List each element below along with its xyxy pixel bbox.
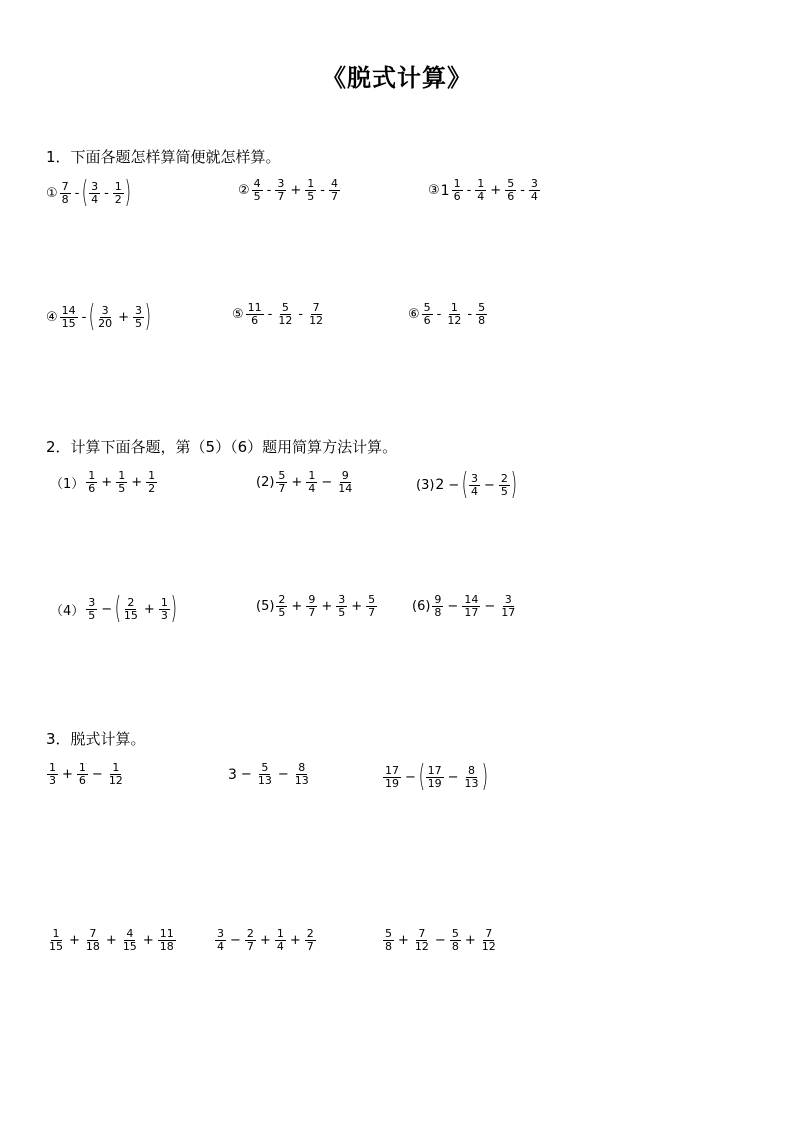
fraction	[158, 928, 176, 953]
fraction-numerator: 5	[278, 469, 286, 482]
fraction-denominator: 4	[477, 190, 485, 203]
problem-label: （1）	[50, 477, 85, 492]
fraction-denominator: 4	[217, 940, 224, 953]
operator: −	[321, 475, 333, 490]
fraction	[275, 928, 286, 953]
operator: -	[467, 307, 473, 322]
operator: −	[447, 599, 459, 614]
fraction-numerator: 2	[127, 595, 135, 609]
fraction-denominator: 4	[530, 190, 538, 203]
fraction-denominator: 6	[507, 190, 515, 203]
fraction-numerator: 4	[330, 177, 338, 190]
operator: +	[290, 183, 302, 198]
fraction-denominator: 7	[246, 940, 254, 953]
fraction	[246, 302, 264, 327]
fraction-denominator: 5	[88, 608, 96, 622]
page-title: 《脱式计算》	[322, 64, 472, 92]
fraction	[245, 928, 256, 953]
fraction-numerator: 5	[385, 927, 392, 940]
fraction	[252, 178, 263, 203]
fraction	[86, 470, 97, 495]
parenthesis: )	[481, 759, 488, 794]
problem-label: ③	[428, 183, 440, 198]
operator: -	[320, 183, 325, 198]
fraction	[84, 928, 102, 953]
parenthesis: )	[170, 591, 177, 626]
fraction-denominator: 13	[257, 774, 272, 787]
problem	[50, 470, 158, 495]
problem	[238, 178, 341, 203]
fraction	[383, 765, 401, 790]
problem	[228, 762, 312, 787]
problem	[382, 928, 499, 953]
fraction-numerator: 1	[118, 469, 126, 482]
operator: −	[483, 477, 495, 493]
fraction-denominator: 17	[464, 606, 479, 619]
fraction-numerator: 5	[281, 301, 289, 314]
fraction-denominator: 5	[338, 606, 346, 619]
fraction	[60, 305, 78, 330]
fraction	[107, 762, 125, 787]
operator: -	[74, 185, 80, 201]
problem-label: ②	[238, 183, 250, 198]
fraction-denominator: 6	[251, 314, 259, 327]
operator: +	[291, 599, 303, 614]
fraction-denominator: 13	[464, 776, 479, 790]
fraction-denominator: 18	[85, 940, 100, 953]
whole-number: 3	[228, 766, 237, 783]
operator: -	[81, 309, 87, 325]
fraction-numerator: 11	[159, 927, 174, 940]
section-1-heading: 1．下面各题怎样算简便就怎样算。	[46, 148, 281, 166]
operator: −	[240, 767, 252, 782]
operator: -	[298, 307, 304, 322]
fraction-numerator: 5	[368, 593, 376, 606]
fraction-numerator: 1	[52, 927, 60, 940]
parenthesis: (	[88, 299, 96, 334]
fraction	[529, 178, 540, 203]
fraction-numerator: 9	[308, 593, 316, 606]
operator: −	[434, 933, 446, 948]
fraction-denominator: 15	[49, 940, 63, 953]
operator: +	[464, 933, 476, 948]
operator: −	[405, 769, 416, 785]
parenthesis: )	[144, 299, 152, 334]
fraction-denominator: 7	[330, 190, 338, 203]
fraction	[463, 765, 481, 790]
fraction	[306, 470, 317, 495]
fraction	[469, 473, 480, 498]
fraction	[422, 302, 433, 327]
fraction-numerator: 3	[504, 593, 512, 606]
operator: +	[490, 183, 502, 198]
fraction-numerator: 1	[450, 301, 458, 314]
fraction-denominator: 17	[501, 606, 516, 619]
fraction-denominator: 8	[434, 606, 442, 619]
fraction	[96, 305, 114, 330]
fraction-numerator: 3	[88, 595, 96, 609]
fraction-numerator: 1	[49, 761, 56, 774]
fraction-numerator: 2	[500, 471, 508, 485]
fraction-denominator: 3	[160, 608, 168, 622]
fraction-denominator: 7	[368, 606, 376, 619]
fraction	[121, 928, 139, 953]
problem-label: (3)	[416, 477, 435, 493]
fraction	[47, 928, 65, 953]
fraction-denominator: 7	[277, 190, 285, 203]
fraction	[413, 928, 431, 953]
fraction-numerator: 3	[530, 177, 538, 190]
fraction-denominator: 19	[427, 776, 442, 790]
fraction-numerator: 7	[89, 927, 97, 940]
fraction-numerator: 8	[468, 763, 476, 777]
operator: +	[291, 475, 303, 490]
fraction	[293, 762, 311, 787]
fraction-numerator: 5	[451, 927, 459, 940]
operator: +	[351, 599, 363, 614]
operator: -	[267, 307, 273, 322]
operator: +	[321, 599, 333, 614]
operator: -	[104, 185, 109, 201]
operator: −	[91, 767, 103, 782]
fraction-denominator: 6	[423, 314, 431, 327]
fraction-denominator: 5	[253, 190, 261, 203]
fraction-denominator: 7	[306, 940, 314, 953]
fraction-denominator: 12	[447, 314, 462, 327]
parenthesis: (	[114, 591, 122, 626]
fraction-numerator: 1	[114, 179, 122, 193]
operator: −	[484, 599, 496, 614]
fraction-numerator: 3	[217, 927, 224, 940]
operator: +	[69, 933, 80, 948]
operator: +	[62, 767, 73, 782]
operator: −	[230, 933, 241, 948]
fraction-denominator: 12	[309, 314, 324, 327]
problem	[46, 928, 177, 953]
whole-number: 2	[435, 477, 445, 493]
fraction-denominator: 4	[308, 482, 316, 495]
fraction	[89, 181, 100, 206]
fraction-numerator: 3	[91, 179, 99, 193]
operator: +	[118, 309, 129, 325]
fraction-numerator: 1	[477, 177, 485, 190]
fraction-numerator: 5	[261, 761, 269, 774]
fraction-numerator: 1	[112, 761, 120, 774]
fraction-denominator: 8	[451, 940, 459, 953]
fraction	[306, 594, 317, 619]
fraction	[462, 594, 480, 619]
fraction	[329, 178, 340, 203]
fraction-numerator: 2	[246, 927, 254, 940]
fraction	[305, 178, 316, 203]
fraction-numerator: 1	[160, 595, 168, 609]
fraction	[452, 178, 463, 203]
operator: +	[101, 475, 113, 490]
fraction-numerator: 1	[88, 469, 96, 482]
fraction	[256, 762, 274, 787]
fraction-denominator: 15	[122, 940, 137, 953]
fraction-numerator: 8	[298, 761, 306, 774]
fraction-numerator: 4	[126, 927, 134, 940]
fraction	[445, 302, 463, 327]
fraction-numerator: 7	[485, 927, 493, 940]
section-2-heading: 2．计算下面各题，第（5）（6）题用简算方法计算。	[46, 438, 398, 456]
fraction-numerator: 3	[134, 303, 142, 317]
operator: −	[447, 769, 459, 785]
fraction-numerator: 3	[470, 471, 478, 485]
fraction-denominator: 8	[478, 314, 486, 327]
operator: -	[266, 183, 272, 198]
fraction-numerator: 3	[338, 593, 346, 606]
fraction	[275, 178, 286, 203]
problem	[412, 594, 518, 619]
fraction-denominator: 5	[500, 484, 508, 498]
fraction-numerator: 5	[478, 301, 486, 314]
parenthesis: )	[124, 175, 131, 210]
problem	[50, 591, 177, 626]
parenthesis: (	[418, 759, 425, 794]
operator: +	[131, 475, 143, 490]
operator: -	[466, 183, 472, 198]
fraction	[276, 470, 287, 495]
operator: −	[277, 767, 289, 782]
fraction-numerator: 9	[434, 593, 442, 606]
operator: +	[143, 601, 155, 617]
fraction-denominator: 7	[308, 606, 316, 619]
fraction	[60, 181, 71, 206]
fraction-numerator: 5	[423, 301, 431, 314]
fraction	[159, 597, 170, 622]
fraction-denominator: 6	[88, 482, 96, 495]
problem	[382, 759, 488, 794]
operator: +	[289, 933, 301, 948]
parenthesis: (	[461, 467, 469, 502]
fraction-denominator: 12	[481, 940, 496, 953]
fraction-denominator: 5	[278, 606, 286, 619]
fraction	[47, 762, 58, 787]
problem	[256, 470, 355, 495]
fraction	[505, 178, 516, 203]
problem	[232, 302, 326, 327]
fraction-numerator: 5	[507, 177, 515, 190]
fraction-denominator: 3	[49, 774, 56, 787]
fraction-denominator: 2	[114, 192, 122, 206]
problem-label: (6)	[412, 599, 431, 614]
problem	[256, 594, 378, 619]
fraction-denominator: 7	[278, 482, 286, 495]
fraction-denominator: 4	[470, 484, 478, 498]
operator: -	[520, 183, 525, 198]
fraction-denominator: 12	[278, 314, 293, 327]
fraction	[499, 473, 510, 498]
fraction	[86, 597, 97, 622]
fraction-denominator: 15	[61, 316, 76, 330]
problem-label: (2)	[256, 475, 275, 490]
fraction	[146, 470, 157, 495]
fraction-denominator: 13	[294, 774, 309, 787]
fraction	[432, 594, 443, 619]
fraction	[499, 594, 517, 619]
fraction-denominator: 15	[123, 608, 138, 622]
operator: +	[105, 933, 117, 948]
fraction	[305, 928, 316, 953]
fraction	[450, 928, 461, 953]
fraction-numerator: 14	[464, 593, 479, 606]
fraction	[276, 594, 287, 619]
problem-label: ①	[46, 185, 58, 201]
fraction-numerator: 4	[253, 177, 261, 190]
parenthesis: (	[81, 175, 89, 210]
problem-label: (5)	[256, 599, 275, 614]
fraction	[480, 928, 498, 953]
fraction	[215, 928, 226, 953]
fraction-numerator: 17	[385, 763, 399, 777]
fraction-numerator: 1	[148, 469, 156, 482]
fraction	[122, 597, 140, 622]
problem	[214, 928, 317, 953]
fraction	[133, 305, 144, 330]
fraction	[336, 594, 347, 619]
problem	[46, 175, 131, 210]
fraction	[426, 765, 444, 790]
problem-label: ④	[46, 309, 58, 325]
fraction-numerator: 17	[427, 763, 442, 777]
fraction-numerator: 14	[61, 303, 76, 317]
fraction-denominator: 12	[108, 774, 123, 787]
fraction-numerator: 1	[307, 177, 315, 190]
problem	[408, 302, 488, 327]
fraction	[307, 302, 325, 327]
operator: −	[101, 601, 113, 617]
parenthesis: )	[510, 467, 517, 502]
fraction-numerator: 1	[276, 927, 284, 940]
problem	[46, 299, 152, 334]
fraction-denominator: 20	[98, 316, 113, 330]
fraction-numerator: 7	[418, 927, 426, 940]
fraction	[113, 181, 124, 206]
fraction-numerator: 7	[61, 179, 69, 193]
fraction-numerator: 7	[312, 301, 320, 314]
fraction-denominator: 5	[307, 190, 315, 203]
problem-label: （4）	[50, 603, 85, 619]
fraction	[475, 178, 486, 203]
fraction-numerator: 1	[78, 761, 86, 774]
fraction-denominator: 4	[91, 192, 99, 206]
fraction-denominator: 14	[338, 482, 353, 495]
fraction-denominator: 2	[148, 482, 156, 495]
fraction-denominator: 8	[61, 192, 69, 206]
fraction-denominator: 12	[414, 940, 429, 953]
fraction	[77, 762, 88, 787]
fraction-numerator: 2	[278, 593, 286, 606]
problem-label: ⑥	[408, 307, 420, 322]
operator: +	[142, 933, 154, 948]
fraction-denominator: 6	[78, 774, 86, 787]
fraction	[116, 470, 127, 495]
problem-label: ⑤	[232, 307, 244, 322]
fraction-denominator: 5	[118, 482, 126, 495]
fraction-numerator: 3	[101, 303, 109, 317]
fraction-denominator: 19	[385, 776, 399, 790]
problem	[428, 178, 541, 203]
fraction-denominator: 18	[159, 940, 174, 953]
fraction-numerator: 3	[277, 177, 285, 190]
fraction	[276, 302, 294, 327]
fraction-denominator: 4	[276, 940, 284, 953]
fraction	[366, 594, 377, 619]
fraction-denominator: 5	[134, 316, 142, 330]
operator: +	[398, 933, 409, 948]
operator: -	[436, 307, 442, 322]
fraction-denominator: 8	[385, 940, 392, 953]
fraction-numerator: 9	[341, 469, 349, 482]
fraction-numerator: 11	[247, 301, 262, 314]
section-3-heading: 3．脱式计算。	[46, 730, 146, 748]
fraction	[383, 928, 394, 953]
fraction-denominator: 6	[453, 190, 461, 203]
operator: −	[448, 477, 460, 493]
fraction-numerator: 1	[453, 177, 461, 190]
whole-number: 1	[440, 182, 450, 199]
operator: +	[259, 933, 271, 948]
fraction-numerator: 1	[308, 469, 316, 482]
fraction	[476, 302, 487, 327]
problem	[46, 762, 126, 787]
fraction	[336, 470, 354, 495]
problem	[416, 467, 517, 502]
fraction-numerator: 2	[306, 927, 314, 940]
